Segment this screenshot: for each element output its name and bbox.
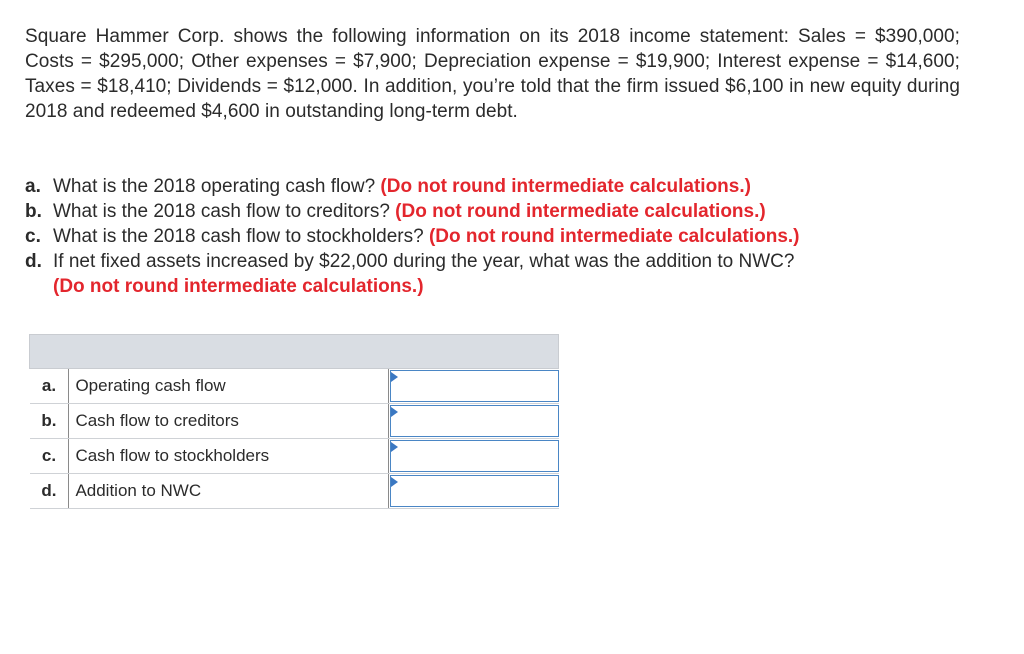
question-c [25,224,960,249]
rounding-note: (Do not round intermediate calculations.) [380,176,751,197]
question-a [25,174,960,199]
question-d-note-line [25,274,960,299]
answer-table-header [30,335,559,369]
problem-statement [25,24,960,124]
row-letter: a. [30,369,69,404]
question-letter: c. [25,226,41,247]
row-letter: c. [30,439,69,474]
rounding-note: (Do not round intermediate calculations.) [53,276,424,297]
row-label: Addition to NWC [69,474,388,509]
answer-table [29,334,559,509]
input-marker-icon [391,407,398,417]
cash-flow-to-stockholders-input[interactable] [390,440,559,472]
question-text: What is the 2018 cash flow to stockholders? [53,226,424,247]
table-row [30,474,559,509]
rounding-note: (Do not round intermediate calculations.) [395,201,766,222]
question-b [25,199,960,224]
answer-cell [388,474,558,509]
answer-cell [388,404,558,439]
rounding-note: (Do not round intermediate calculations.) [428,226,800,247]
question-list [25,174,960,299]
addition-to-nwc-input[interactable] [390,475,559,507]
answer-cell [388,369,558,404]
table-row [30,404,559,439]
row-label: Cash flow to creditors [69,404,388,439]
operating-cash-flow-input[interactable] [390,370,559,402]
question-d [25,249,960,274]
table-row [30,369,559,404]
question-text: What is the 2018 operating cash flow? [53,176,376,197]
input-marker-icon [391,372,398,382]
input-marker-icon [391,477,398,487]
question-text: If net fixed assets increased by $22,000 during the year, what was the addition to NWC? [53,251,795,272]
table-header-cell [30,335,559,369]
row-letter: d. [30,474,69,509]
question-text: What is the 2018 cash flow to creditors? [53,201,390,222]
question-letter: d. [25,251,42,272]
problem-text: Square Hammer Corp. shows the following information on its 2018 income statement: Sales = $390,000; Costs = $295,000; Other expenses = $7,900; Depreciation expense = $19,900; Interest expense = $14,600; Taxes = $18,410; Dividends = $12,000. In addition, you’re told that the firm issued $6,100 in new equity during 2018 and redeemed $4,600 in outstanding long-term debt. [25,26,960,122]
table-row [30,439,559,474]
question-letter: a. [25,176,41,197]
row-label: Cash flow to stockholders [69,439,388,474]
answer-cell [388,439,558,474]
row-letter: b. [30,404,69,439]
cash-flow-to-creditors-input[interactable] [390,405,559,437]
question-letter: b. [25,201,42,222]
input-marker-icon [391,442,398,452]
row-label: Operating cash flow [69,369,388,404]
